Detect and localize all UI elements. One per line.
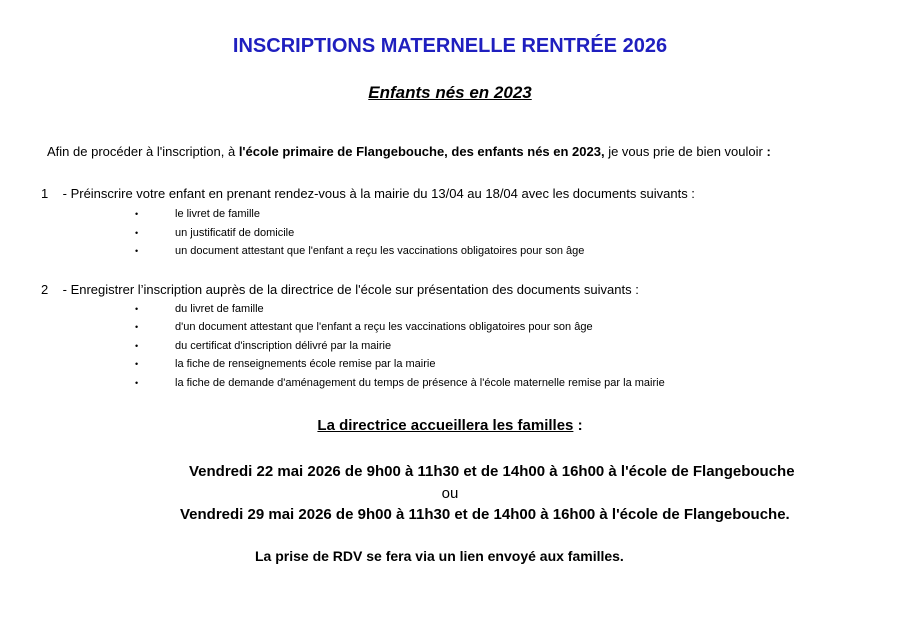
bullet-icon: •: [135, 304, 139, 314]
step-2-text: - Enregistrer l’inscription auprès de la directrice de l'école sur présentation des documents suivants :: [62, 282, 639, 297]
list-item: [135, 321, 593, 333]
page-title: INSCRIPTIONS MATERNELLE RENTRÉE 2026: [232, 35, 668, 57]
list-item: [135, 208, 260, 220]
bullet-icon: •: [135, 246, 139, 256]
intro-colon: :: [766, 144, 771, 159]
intro-text-end: je vous prie de bien vouloir: [604, 144, 767, 159]
list-item: [135, 303, 264, 315]
list-item-text: du livret de famille: [175, 303, 264, 315]
list-item: [135, 340, 391, 352]
list-item: [135, 245, 584, 257]
step-2-number: 2: [41, 282, 49, 297]
intro-school-bold: l'école primaire de Flangebouche, des enfants nés en 2023,: [238, 144, 605, 159]
list-item-text: le livret de famille: [175, 208, 260, 220]
list-item-text: un justificatif de domicile: [175, 227, 295, 239]
intro-text-start: Afin de procéder à l'inscription, à: [47, 144, 239, 159]
list-item-text: la fiche de demande d'aménagement du temps de présence à l'école maternelle remise par la mairie: [175, 377, 665, 389]
intro-paragraph: [47, 144, 771, 159]
bullet-icon: •: [135, 228, 139, 238]
step-1-number: 1: [41, 186, 49, 201]
date-or: ou: [441, 485, 459, 502]
list-item: [135, 358, 435, 370]
step-1-text: - Préinscrire votre enfant en prenant rendez-vous à la mairie du 13/04 au 18/04 avec les documents suivants :: [62, 186, 695, 201]
list-item: [135, 377, 665, 389]
list-item: [135, 227, 294, 239]
list-item-text: un document attestant que l'enfant a reçu les vaccinations obligatoires pour son âge: [175, 245, 585, 257]
page-subtitle: Enfants nés en 2023: [368, 83, 532, 102]
date-first: Vendredi 22 mai 2026 de 9h00 à 11h30 et de 14h00 à 16h00 à l'école de Flangebouche: [189, 463, 795, 480]
bullet-icon: •: [135, 341, 139, 351]
bullet-icon: •: [135, 359, 139, 369]
bullet-icon: •: [135, 378, 139, 388]
bullet-icon: •: [135, 209, 139, 219]
list-item-text: la fiche de renseignements école remise par la mairie: [175, 358, 436, 370]
rdv-note: La prise de RDV se fera via un lien envoyé aux familles.: [255, 548, 624, 564]
welcome-text: La directrice accueillera les familles: [317, 417, 574, 434]
date-second: Vendredi 29 mai 2026 de 9h00 à 11h30 et de 14h00 à 16h00 à l'école de Flangebouche.: [180, 506, 790, 523]
step-2: [41, 282, 639, 297]
bullet-icon: •: [135, 322, 139, 332]
list-item-text: d'un document attestant que l'enfant a reçu les vaccinations obligatoires pour son âge: [175, 321, 593, 333]
step-1: [41, 186, 695, 201]
welcome-colon: :: [573, 417, 583, 434]
list-item-text: du certificat d'inscription délivré par la mairie: [175, 340, 392, 352]
welcome-heading: [0, 417, 900, 434]
